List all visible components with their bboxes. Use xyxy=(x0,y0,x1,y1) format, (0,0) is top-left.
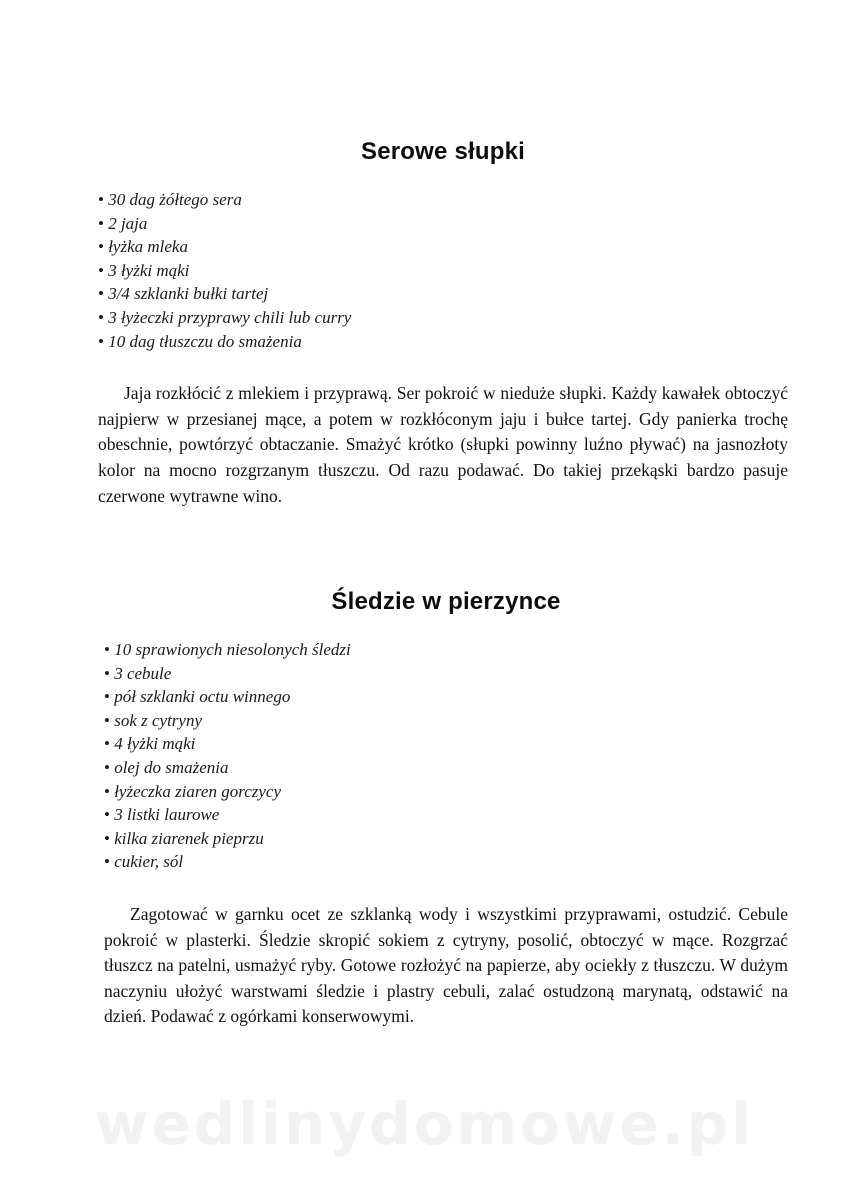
ingredient-item: • sok z cytryny xyxy=(104,709,788,733)
recipe-serowe-slupki xyxy=(98,138,788,509)
ingredient-item: • cukier, sól xyxy=(104,850,788,874)
ingredient-item: • 10 sprawionych niesolonych śledzi xyxy=(104,638,788,662)
recipe-title: Śledzie w pierzynce xyxy=(331,588,561,615)
recipe-sledzie-w-pierzynce xyxy=(104,588,788,1030)
ingredient-item: • 3 łyżeczki przyprawy chili lub curry xyxy=(98,306,788,330)
ingredient-item: • 4 łyżki mąki xyxy=(104,732,788,756)
recipe-title: Serowe słupki xyxy=(361,138,525,165)
ingredient-item: • 30 dag żółtego sera xyxy=(98,188,788,212)
ingredient-item: • kilka ziarenek pieprzu xyxy=(104,827,788,851)
ingredient-item: • pół szklanki octu winnego xyxy=(104,685,788,709)
ingredient-list xyxy=(98,188,788,353)
ingredient-list xyxy=(104,638,788,874)
ingredient-item: • 10 dag tłuszczu do smażenia xyxy=(98,330,788,354)
ingredient-item: • 3 łyżki mąki xyxy=(98,259,788,283)
ingredient-item: • olej do smażenia xyxy=(104,756,788,780)
ingredient-item: • łyżka mleka xyxy=(98,235,788,259)
ingredient-item: • 3 cebule xyxy=(104,662,788,686)
ingredient-item: • 3 listki laurowe xyxy=(104,803,788,827)
watermark: wedlinydomowe.pl xyxy=(94,1090,755,1158)
ingredient-item: • 3/4 szklanki bułki tartej xyxy=(98,282,788,306)
ingredient-item: • łyżeczka ziaren gorczycy xyxy=(104,780,788,804)
method-paragraph: Jaja rozkłócić z mlekiem i przyprawą. Ser pokroić w nieduże słupki. Każdy kawałek obtoczyć najpierw w przesianej mące, a potem w rozkłóconym jaju i bułce tartej. Gdy panierka trochę obeschnie, powtórzyć obtaczanie. Smażyć krótko (słupki powinny luźno pływać) na jasnozłoty kolor na mocno rozgrzanym tłuszczu. Od razu podawać. Do takiej przekąski bardzo pasuje czerwone wytrawne wino. xyxy=(98,383,788,506)
ingredient-item: • 2 jaja xyxy=(98,212,788,236)
method-paragraph: Zagotować w garnku ocet ze szklanką wody i wszystkimi przyprawami, ostudzić. Cebule pokroić w plasterki. Śledzie skropić sokiem z cytryny, posolić, obtoczyć w mące. Rozgrzać tłuszcz na patelni, usmażyć ryby. Gotowe rozłożyć na papierze, aby ociekły z tłuszczu. W dużym naczyniu ułożyć warstwami śledzie i plastry cebuli, zalać ostudzoną marynatą, odstawić na dzień. Podawać z ogórkami konserwowymi. xyxy=(104,903,788,1027)
